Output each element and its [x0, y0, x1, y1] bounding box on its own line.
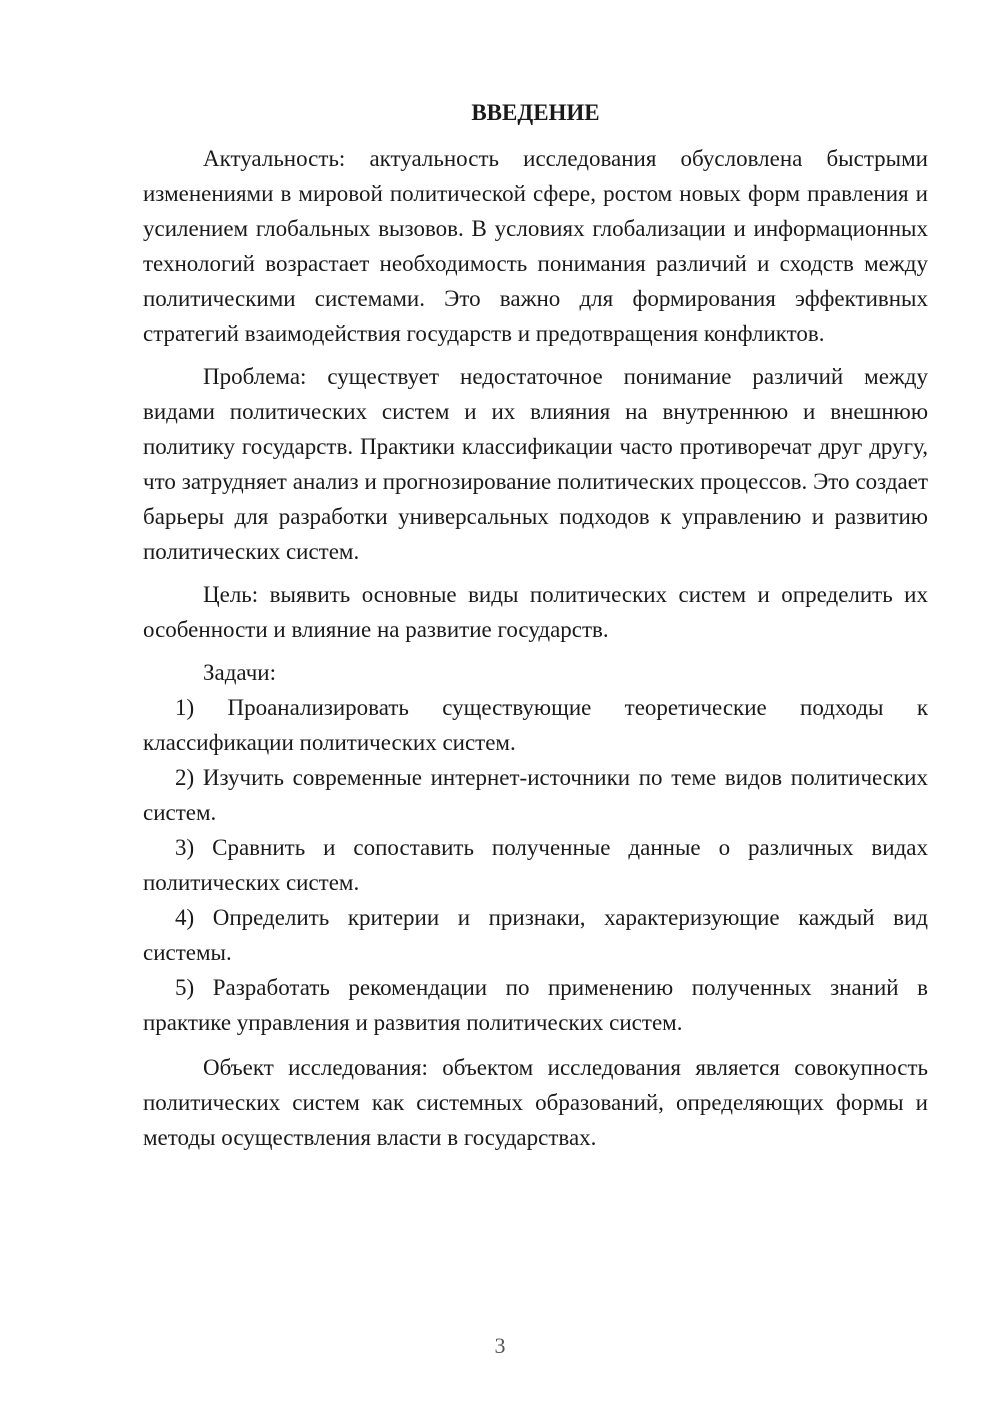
- task-item-4: 4) Определить критерии и признаки, характеризующие каждый вид системы.: [143, 905, 928, 965]
- task-item-5: 5) Разработать рекомендации по применению полученных знаний в практике управления и развития политических систем.: [143, 975, 928, 1035]
- paragraph-object: Объект исследования: объектом исследования является совокупность политических систем как системных образований, определяющих формы и методы осуществления власти в государствах.: [143, 1055, 928, 1150]
- document-body: [143, 141, 928, 1155]
- paragraph-goal: Цель: выявить основные виды политических систем и определить их особенности и влияние на развитие государств.: [143, 582, 928, 642]
- tasks-heading: Задачи:: [203, 660, 276, 685]
- paragraph-relevance: Актуальность: актуальность исследования обусловлена быстрыми изменениями в мировой политической сфере, ростом новых форм правления и усилением глобальных вызовов. В условиях глобализации и информационных технологий возрастает необходимость понимания различий и сходств между политическими системами. Это важно для формирования эффективных стратегий взаимодействия государств и предотвращения конфликтов.: [143, 146, 928, 346]
- task-item-3: 3) Сравнить и сопоставить полученные данные о различных видах политических систем.: [143, 835, 928, 895]
- task-item-1: 1) Проанализировать существующие теоретические подходы к классификации политических систем.: [143, 695, 928, 755]
- section-title: ВВЕДЕНИЕ: [471, 100, 600, 125]
- task-item-2: 2) Изучить современные интернет-источники по теме видов политических систем.: [143, 765, 928, 825]
- page-number: 3: [494, 1333, 506, 1358]
- paragraph-problem: Проблема: существует недостаточное понимание различий между видами политических систем и их влияния на внутреннюю и внешнюю политику государств. Практики классификации часто противоречат друг другу, что затрудняет анализ и прогнозирование политических процессов. Это создает барьеры для разработки универсальных подходов к управлению и развитию политических систем.: [143, 364, 928, 564]
